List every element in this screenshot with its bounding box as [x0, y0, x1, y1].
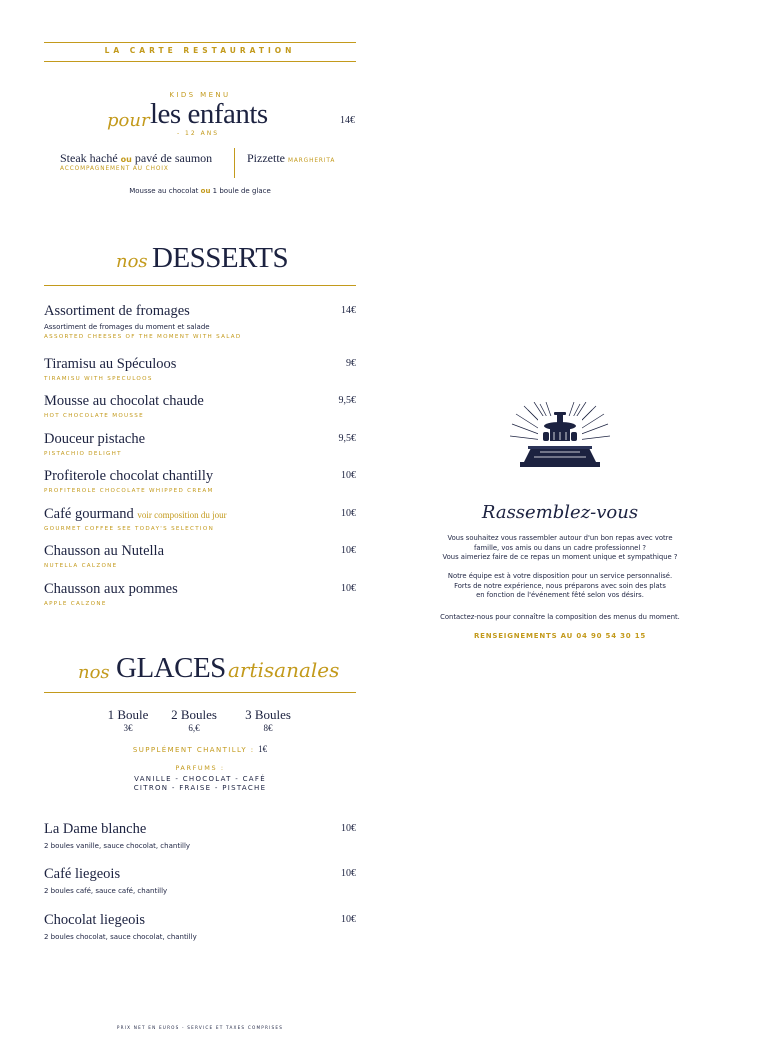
dessert-name: Tiramisu au Spéculoos: [44, 356, 177, 372]
parfums-line2: CITRON - FRAISE - PISTACHE: [133, 784, 267, 792]
dessert-translation: HOT CHOCOLATE MOUSSE: [44, 413, 144, 419]
header-rule-bottom: [44, 61, 356, 62]
parfums-line1: VANILLE - CHOCOLAT - CAFÉ: [134, 775, 266, 783]
dessert-note: voir composition du jour: [137, 510, 227, 520]
kids-option1-a: Steak haché: [60, 151, 118, 165]
kids-dessert-b: 1 boule de glace: [212, 187, 271, 195]
glace-description: 2 boules vanille, sauce chocolat, chantilly: [44, 842, 191, 850]
dessert-translation: APPLE CALZONE: [44, 601, 107, 607]
aside-p2-line: Forts de notre expérience, nous préparons avec soin des plats: [454, 581, 666, 590]
kids-dessert: [44, 187, 356, 195]
glace-name: La Dame blanche: [44, 821, 147, 837]
dessert-name: Douceur pistache: [44, 431, 146, 447]
kids-option1-b: pavé de saumon: [134, 151, 213, 165]
dessert-name: Mousse au chocolat chaude: [44, 393, 204, 409]
desserts-rule: [44, 285, 356, 286]
dessert-name-row: [44, 506, 356, 523]
dessert-price: 9,5€: [338, 395, 356, 406]
glace-name: Café liegeois: [44, 866, 121, 882]
scoop-label: 1 Boule: [107, 707, 149, 722]
scoop-price: 8€: [263, 723, 273, 733]
aside-p1-line: Vous souhaitez vous rassembler autour d'un bon repas avec votre: [447, 534, 673, 542]
dessert-item: [44, 543, 356, 569]
page-title: LA CARTE RESTAURATION: [104, 46, 296, 55]
glace-item: [44, 912, 356, 941]
glace-price: 10€: [341, 823, 356, 834]
dessert-translation: PISTACHIO DELIGHT: [44, 451, 122, 457]
kids-title-script: pour: [107, 110, 150, 131]
desserts-title-script: nos: [116, 251, 148, 272]
aside-p2-line: en fonction de l'événement fêté selon vos désirs.: [476, 591, 644, 600]
supplement-price: 1€: [258, 744, 268, 754]
kids-divider: [234, 148, 235, 178]
dessert-name: Assortiment de fromages: [44, 303, 190, 319]
dessert-translation: PROFITEROLE CHOCOLATE WHIPPED CREAM: [44, 488, 214, 494]
scoop-label: 2 Boules: [171, 707, 217, 722]
dessert-price: 10€: [341, 545, 356, 556]
kids-option2-note: MARGHERITA: [287, 158, 336, 164]
glace-price: 10€: [341, 868, 356, 879]
dessert-price: 9€: [346, 358, 356, 369]
contact-cta: RENSEIGNEMENTS AU 04 90 54 30 15: [473, 632, 647, 640]
glace-name: Chocolat liegeois: [44, 912, 146, 928]
glace-item: [44, 821, 356, 850]
kids-option2-label: Pizzette: [247, 151, 285, 165]
supplement-line: [44, 744, 356, 754]
dessert-price: 10€: [341, 470, 356, 481]
kids-option1-or: ou: [120, 155, 132, 164]
parfums-label: PARFUMS :: [175, 764, 225, 772]
kids-price: 14€: [340, 115, 355, 126]
desserts-title: DESSERTS: [152, 242, 289, 274]
glaces-title: GLACES: [116, 652, 226, 684]
dessert-price: 14€: [341, 305, 356, 316]
scoop-price: 6,€: [188, 723, 200, 733]
dessert-price: 9,5€: [338, 433, 356, 444]
scoop-label: 3 Boules: [245, 707, 291, 722]
aside-p1-line: Vous aimeriez faire de ce repas un moment unique et sympathique ?: [442, 553, 678, 562]
scoop-option: [238, 707, 298, 733]
dessert-translation: ASSORTED CHEESES OF THE MOMENT WITH SALAD: [44, 334, 242, 340]
header-rule-top: [44, 42, 356, 43]
kids-option1: [60, 151, 212, 166]
aside-paragraph-3: Contactez-nous pour connaître la composition des menus du moment.: [440, 613, 680, 621]
aside-p1-line: famille, vos amis ou dans un cadre professionnel ?: [474, 543, 646, 552]
glace-description: 2 boules chocolat, sauce chocolat, chantilly: [44, 933, 197, 941]
aside-paragraph-1: [410, 534, 710, 563]
kids-kicker: KIDS MENU: [169, 91, 231, 99]
scoop-option: [98, 707, 158, 733]
glaces-title-script: nos: [78, 662, 110, 683]
dessert-item: [44, 356, 356, 382]
glace-price: 10€: [341, 914, 356, 925]
supplement-label: SUPPLÉMENT CHANTILLY :: [132, 746, 255, 754]
dessert-item: [44, 468, 356, 494]
glace-description: 2 boules café, sauce café, chantilly: [44, 887, 168, 895]
dessert-name: Profiterole chocolat chantilly: [44, 468, 214, 484]
dessert-translation: GOURMET COFFEE SEE TODAY'S SELECTION: [44, 526, 215, 532]
dessert-item: [44, 431, 356, 457]
dessert-name: Chausson aux pommes: [44, 581, 178, 597]
dessert-item: [44, 506, 356, 532]
aside-p2-line: Notre équipe est à votre disposition pour un service personnalisé.: [447, 572, 673, 580]
glaces-rule: [44, 692, 356, 693]
dessert-item: [44, 581, 356, 607]
dessert-name: Café gourmand: [44, 506, 134, 522]
dessert-description: Assortiment de fromages du moment et salade: [44, 323, 210, 331]
dessert-item: [44, 393, 356, 419]
aside-paragraph-2: [410, 572, 710, 601]
dessert-price: 10€: [341, 508, 356, 519]
kids-option2: [247, 151, 335, 166]
aside-title: Rassemblez-vous: [481, 502, 639, 523]
dessert-item: [44, 303, 356, 340]
kids-dessert-or: ou: [200, 187, 211, 195]
kids-option1-note: ACCOMPAGNEMENT AU CHOIX: [60, 166, 169, 172]
kids-subtitle: - 12 ANS: [176, 130, 219, 137]
dessert-price: 10€: [341, 583, 356, 594]
dessert-name: Chausson au Nutella: [44, 543, 165, 559]
scoop-price: 3€: [123, 723, 133, 733]
dessert-translation: NUTELLA CALZONE: [44, 563, 118, 569]
kids-title: les enfants: [150, 98, 268, 130]
glaces-title-script2: artisanales: [228, 658, 340, 682]
kids-dessert-a: Mousse au chocolat: [129, 187, 199, 195]
glace-item: [44, 866, 356, 895]
footer-note: PRIX NET EN EUROS - SERVICE ET TAXES COMPRISES: [116, 1025, 284, 1030]
scoop-option: [164, 707, 224, 733]
fountain-illustration: [510, 402, 610, 482]
dessert-translation: TIRAMISU WITH SPECULOOS: [44, 376, 153, 382]
